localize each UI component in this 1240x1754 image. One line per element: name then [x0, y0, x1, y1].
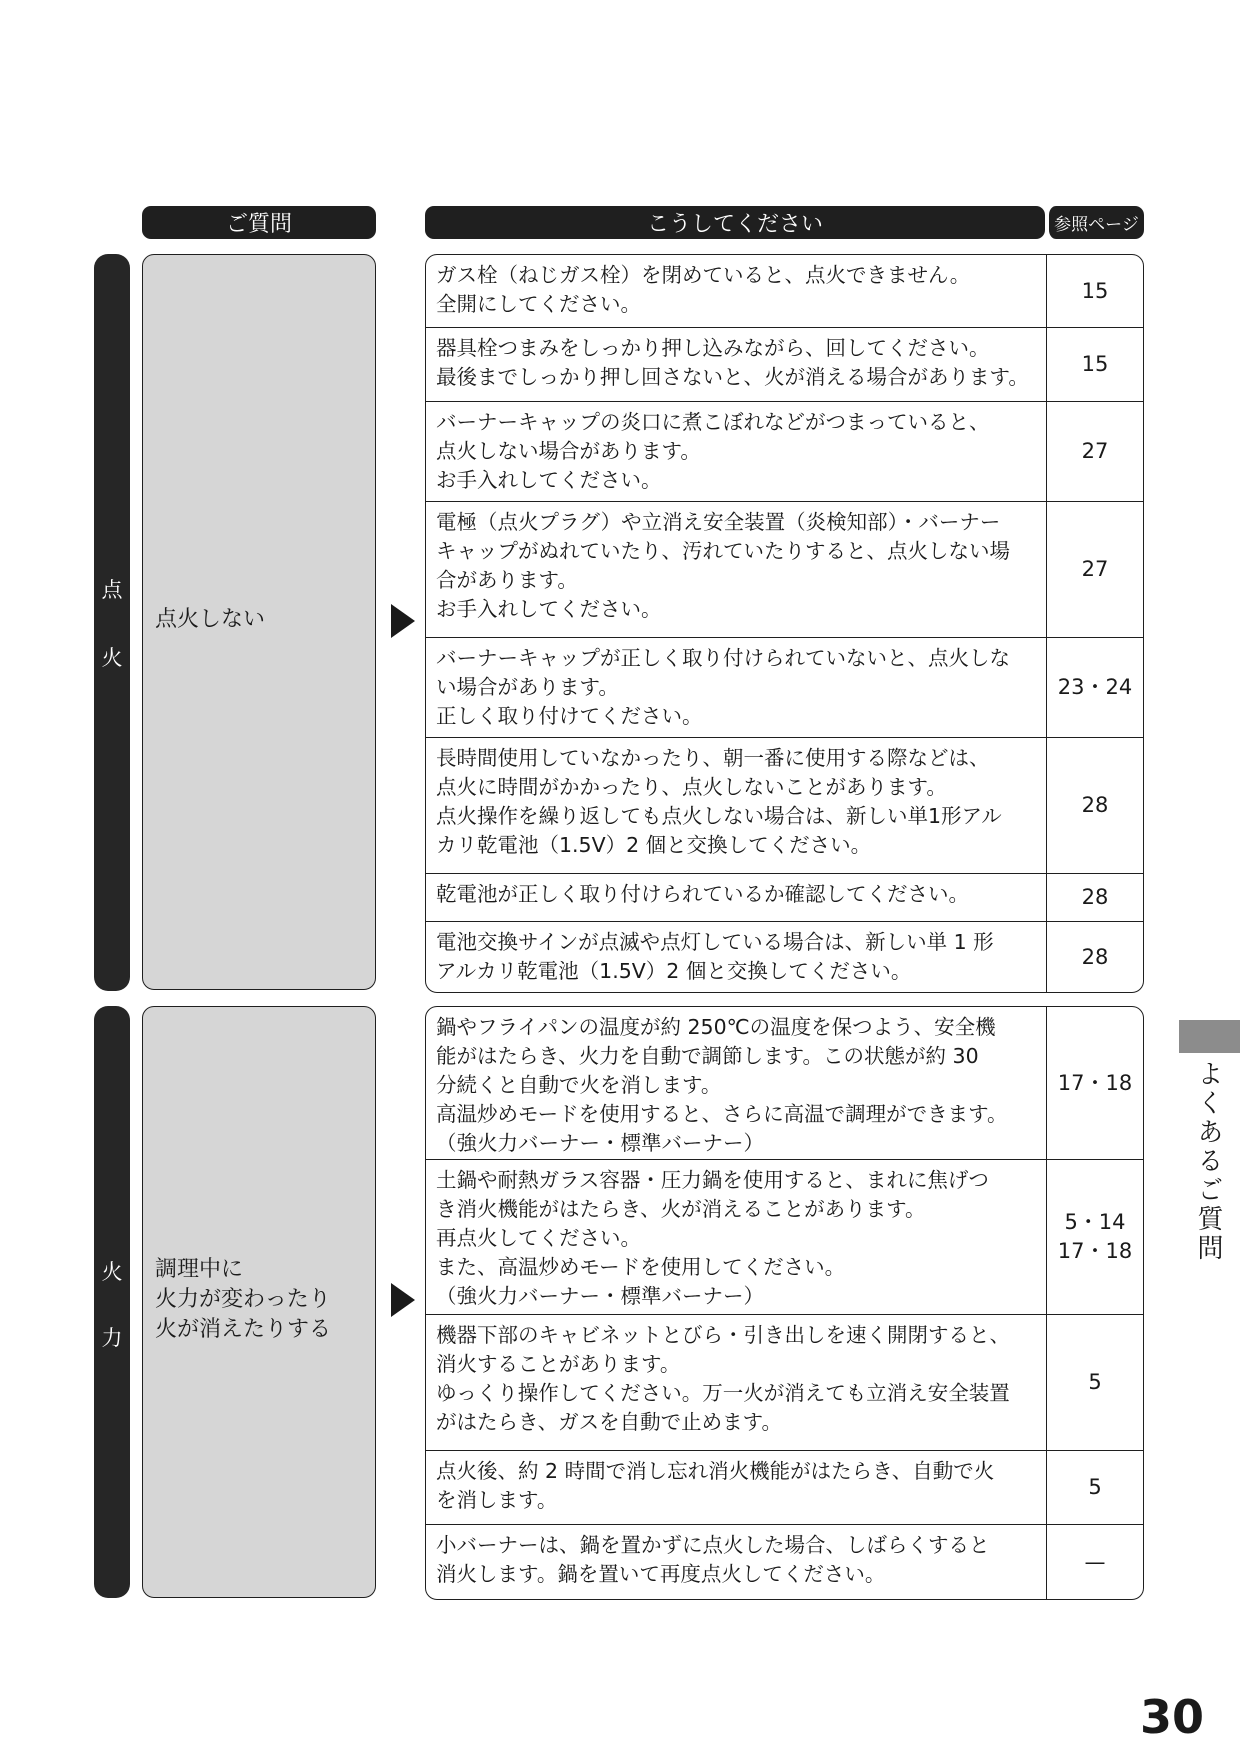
reference-page: 17・18: [1057, 1070, 1133, 1095]
answer-text: 電極（点火プラグ）や立消え安全装置（炎検知部）・バーナー キャップがぬれていたり、汚れていたりすると、点火しない場 合があります。 お手入れしてください。: [426, 502, 1047, 637]
answer-row: [426, 501, 1143, 637]
answer-text: 小バーナーは、鍋を置かずに点火した場合、しばらくすると 消火します。鍋を置いて再度点火してください。: [426, 1525, 1047, 1599]
category-char: 火: [101, 1260, 123, 1284]
arrow-icon: [391, 1283, 415, 1317]
answer-text: 電池交換サインが点滅や点灯している場合は、新しい単 1 形 アルカリ乾電池（1.5V）2 個と交換してください。: [426, 922, 1047, 992]
category-char: 火: [101, 646, 123, 670]
reference-page: 5: [1088, 1475, 1102, 1499]
category-char: 力: [101, 1326, 123, 1350]
question-box-heat-change: [142, 1006, 376, 1598]
answer-text: バーナーキャップの炎口に煮こぼれなどがつまっていると、 点火しない場合があります。 お手入れしてください。: [426, 402, 1047, 501]
answer-column-header: こうしてください: [425, 206, 1045, 239]
answer-table-heat: [425, 1006, 1144, 1600]
page-number: 30: [1140, 1690, 1205, 1744]
arrow-icon: [391, 604, 415, 638]
question-box-no-ignition: [142, 254, 376, 990]
reference-page: 28: [1081, 885, 1109, 909]
answer-text: 器具栓つまみをしっかり押し込みながら、回してください。 最後までしっかり押し回さないと、火が消える場合があります。: [426, 328, 1047, 401]
answer-text: 点火後、約 2 時間で消し忘れ消火機能がはたらき、自動で火 を消します。: [426, 1451, 1047, 1524]
answer-row: [426, 1450, 1143, 1524]
reference-page: 27: [1081, 557, 1109, 581]
reference-page: 23・24: [1057, 675, 1133, 699]
answer-text: 長時間使用していなかったり、朝一番に使用する際などは、 点火に時間がかかったり、点火しないことがあります。 点火操作を繰り返しても点火しない場合は、新しい単1形アル カリ乾電池（1.5V）2 個と交換してください。: [426, 738, 1047, 873]
question-text: 調理中に 火力が変わったり 火が消えたりする: [155, 1257, 332, 1342]
reference-page: —: [1084, 1549, 1106, 1574]
category-ignition: [94, 254, 130, 991]
question-column-header: ご質問: [142, 206, 376, 239]
reference-page: 5・14 17・18: [1057, 1210, 1133, 1263]
answer-text: 鍋やフライパンの温度が約 250℃の温度を保つよう、安全機 能がはたらき、火力を自動で調節します。この状態が約 30 分続くと自動で火を消します。 高温炒めモードを使用すると、さらに高温で調理ができます。 （強火力バーナー・標準バーナー）: [426, 1007, 1047, 1159]
answer-row: [426, 737, 1143, 873]
reference-page: 15: [1081, 352, 1109, 376]
answer-row: [426, 637, 1143, 737]
answer-row: [426, 1314, 1143, 1450]
answer-row: [426, 1007, 1143, 1159]
chapter-label: よくあるご質問: [1193, 1060, 1223, 1263]
answer-text: ガス栓（ねじガス栓）を閉めていると、点火できません。 全開にしてください。: [426, 255, 1047, 327]
answer-text: バーナーキャップが正しく取り付けられていないと、点火しな い場合があります。 正しく取り付けてください。: [426, 638, 1047, 737]
reference-page: 27: [1081, 439, 1109, 463]
chapter-tab: [1179, 1020, 1240, 1053]
answer-row: [426, 1524, 1143, 1599]
category-char: 点: [101, 578, 123, 602]
answer-row: [426, 401, 1143, 501]
question-text: 点火しない: [155, 607, 266, 632]
reference-page: 28: [1081, 944, 1109, 969]
answer-text: 乾電池が正しく取り付けられているか確認してください。: [426, 874, 1047, 921]
answer-text: 機器下部のキャビネットとびら・引き出しを速く開閉すると、 消火することがあります。 ゆっくり操作してください。万一火が消えても立消え安全装置 がはたらき、ガスを自動で止めます。: [426, 1315, 1047, 1450]
reference-page: 15: [1081, 278, 1109, 303]
answer-row: [426, 255, 1143, 327]
reference-page: 5: [1088, 1370, 1102, 1394]
reference-page: 28: [1081, 793, 1109, 817]
answer-row: [426, 921, 1143, 992]
answer-table-ignition: [425, 254, 1144, 993]
category-heat: [94, 1006, 130, 1598]
answer-row: [426, 1159, 1143, 1314]
answer-row: [426, 327, 1143, 401]
reference-column-header: 参照ページ: [1047, 206, 1144, 239]
answer-row: [426, 873, 1143, 921]
answer-text: 土鍋や耐熱ガラス容器・圧力鍋を使用すると、まれに焦げつ き消火機能がはたらき、火が消えることがあります。 再点火してください。 また、高温炒めモードを使用してください。 （強火力バーナー・標準バーナー）: [426, 1160, 1047, 1314]
